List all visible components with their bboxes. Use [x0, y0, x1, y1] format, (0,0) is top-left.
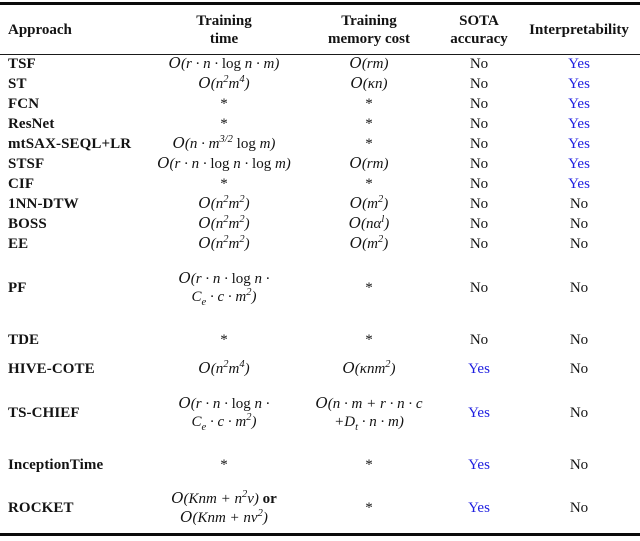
memory-cost-cell: * [365, 115, 373, 132]
interpretability-cell: No [569, 279, 589, 296]
memory-cost-cell: $O(n\alpha^l)$ [348, 214, 390, 233]
sota-accuracy-cell: No [469, 175, 489, 192]
interpretability-cell: Yes [568, 95, 590, 112]
interpretability-cell: No [569, 360, 589, 377]
table-row-ee [0, 235, 640, 255]
approach-cell: ST [8, 75, 27, 92]
sota-accuracy-cell: No [469, 331, 489, 348]
memory-cost-cell: * [365, 499, 373, 516]
header-row [0, 4, 640, 55]
table-row-pf [0, 255, 640, 323]
interpretability-cell: Yes [568, 135, 590, 152]
approach-cell: mtSAX-SEQL+LR [8, 135, 132, 152]
table-row-st [0, 75, 640, 95]
approach-cell: ResNet [8, 115, 55, 132]
approach-cell: STSF [8, 155, 45, 172]
col-header-sota-accuracy: SOTA accuracy [440, 4, 518, 55]
memory-cost-cell: * [365, 456, 373, 473]
sota-accuracy-cell: No [469, 75, 489, 92]
training-time-cell: $O(n^2m^2)$ [198, 234, 250, 253]
memory-cost-cell: * [365, 279, 373, 296]
training-time-cell: $O(n^2m^4)$ [198, 359, 250, 378]
table-row-fcn [0, 95, 640, 115]
col-header-training-memory-cost: Training memory cost [298, 4, 440, 55]
training-time-cell: $O(n \cdot m^{3/2}$ log m) [172, 134, 276, 153]
sota-accuracy-cell: No [469, 155, 489, 172]
table-row-stsf [0, 155, 640, 175]
training-time-cell: * [220, 175, 228, 192]
table-header [0, 4, 640, 55]
memory-cost-cell: O(κnm$^2$) [342, 359, 396, 378]
interpretability-cell: Yes [568, 155, 590, 172]
interpretability-cell: Yes [568, 115, 590, 132]
col-header-interpretability: Interpretability [518, 4, 640, 55]
sota-accuracy-cell: Yes [468, 456, 490, 473]
interpretability-cell: No [569, 456, 589, 473]
training-time-cell: O(r · n · log n · $C_e \cdot c \cdot m^2$) [178, 394, 270, 433]
memory-cost-cell: * [365, 135, 373, 152]
col-header-approach: Approach [0, 4, 150, 55]
training-time-cell: * [220, 456, 228, 473]
memory-cost-cell: $O(m^2)$ [349, 194, 389, 213]
interpretability-cell: No [569, 499, 589, 516]
training-time-cell: $O(n^2m^4)$ [198, 74, 250, 93]
training-time-cell: * [220, 115, 228, 132]
approach-cell: EE [8, 235, 29, 252]
training-time-cell: $O(n^2m^2)$ [198, 194, 250, 213]
table-row-tde [0, 323, 640, 359]
interpretability-cell: No [569, 195, 589, 212]
col-header-training-time: Training time [150, 4, 298, 55]
memory-cost-cell: O(n · m + r · n · c $+D_t \cdot n \cdot m$) [315, 394, 423, 433]
table-row-1nn-dtw [0, 195, 640, 215]
approach-cell: ROCKET [8, 499, 74, 516]
interpretability-cell: Yes [568, 75, 590, 92]
memory-cost-cell: * [365, 175, 373, 192]
approach-cell: TDE [8, 331, 40, 348]
approach-cell: FCN [8, 95, 40, 112]
table-row-inceptiontime [0, 447, 640, 485]
memory-cost-cell: O(rm) [349, 154, 389, 173]
table-row-mtsax-seql-lr [0, 135, 640, 155]
complexity-comparison-table [0, 2, 640, 536]
table-row-resnet [0, 115, 640, 135]
training-time-cell: * [220, 95, 228, 112]
table-row-hive-cote [0, 359, 640, 381]
approach-cell: TSF [8, 55, 36, 72]
approach-cell: TS-CHIEF [8, 404, 80, 421]
memory-cost-cell: * [365, 95, 373, 112]
sota-accuracy-cell: No [469, 279, 489, 296]
sota-accuracy-cell: No [469, 95, 489, 112]
interpretability-cell: No [569, 331, 589, 348]
memory-cost-cell: O(rm) [349, 54, 389, 73]
training-time-cell: O(r · n · log n · $C_e \cdot c \cdot m^2$) [178, 269, 270, 308]
table-row-tsf [0, 55, 640, 75]
sota-accuracy-cell: No [469, 135, 489, 152]
table-row-cif [0, 175, 640, 195]
table-row-rocket [0, 485, 640, 535]
sota-accuracy-cell: Yes [468, 360, 490, 377]
sota-accuracy-cell: No [469, 55, 489, 72]
approach-cell: InceptionTime [8, 456, 104, 473]
training-time-cell: $O(n^2m^2)$ [198, 214, 250, 233]
interpretability-cell: No [569, 404, 589, 421]
memory-cost-cell: * [365, 331, 373, 348]
training-time-cell: $O(Knm + n^2v)$ or $O(Knm + nv^2)$ [171, 489, 277, 526]
interpretability-cell: Yes [568, 55, 590, 72]
sota-accuracy-cell: Yes [468, 404, 490, 421]
sota-accuracy-cell: No [469, 195, 489, 212]
training-time-cell: O(r · n · log n · log m) [157, 154, 291, 173]
approach-cell: PF [8, 279, 27, 296]
memory-cost-cell: $O(m^2)$ [349, 234, 389, 253]
sota-accuracy-cell: No [469, 115, 489, 132]
table-row-ts-chief [0, 381, 640, 447]
approach-cell: BOSS [8, 215, 47, 232]
interpretability-cell: No [569, 235, 589, 252]
approach-cell: HIVE-COTE [8, 360, 95, 377]
training-time-cell: * [220, 331, 228, 348]
interpretability-cell: No [569, 215, 589, 232]
sota-accuracy-cell: No [469, 215, 489, 232]
interpretability-cell: Yes [568, 175, 590, 192]
sota-accuracy-cell: No [469, 235, 489, 252]
table-row-boss [0, 215, 640, 235]
approach-cell: 1NN-DTW [8, 195, 79, 212]
approach-cell: CIF [8, 175, 35, 192]
sota-accuracy-cell: Yes [468, 499, 490, 516]
training-time-cell: O(r · n · log n · m) [168, 54, 280, 73]
memory-cost-cell: O(κn) [350, 74, 388, 93]
table-body [0, 55, 640, 535]
